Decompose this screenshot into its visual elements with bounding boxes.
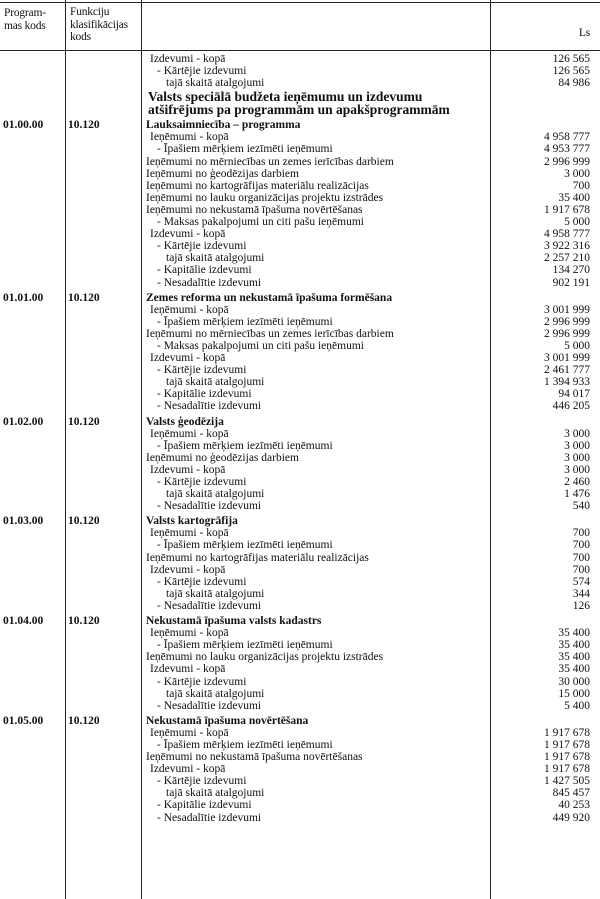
row-label: Ieņēmumi no nekustamā īpašuma novērtēšanas — [146, 751, 363, 764]
row-value: 84 986 — [558, 77, 590, 90]
program-code: 01.05.00 — [3, 714, 44, 727]
row-label: - Kārtējie izdevumi — [157, 65, 247, 78]
header-rule — [0, 50, 600, 51]
table-row — [0, 364, 600, 376]
row-label: - Maksas pakalpojumi un citi pašu ieņēmumi — [157, 216, 364, 229]
row-value: 40 253 — [558, 799, 590, 812]
row-value: 15 000 — [558, 687, 590, 700]
budget-table-body — [0, 53, 600, 824]
row-label: - Nesadalītie izdevumi — [157, 811, 262, 824]
row-label: Ieņēmumi no mērniecības un zemes ierīcības darbiem — [146, 155, 394, 168]
row-value: 2 257 210 — [544, 252, 590, 265]
table-row — [0, 564, 600, 576]
table-row — [0, 476, 600, 488]
program-code: 01.01.00 — [3, 291, 44, 304]
row-value: 700 — [572, 563, 590, 576]
table-row — [0, 787, 600, 799]
table-row — [0, 651, 600, 663]
table-row — [0, 500, 600, 512]
program-title: Nekustamā īpašuma novērtēšana — [146, 714, 309, 727]
row-label: - Kapitālie izdevumi — [157, 264, 252, 277]
row-value: 1 917 678 — [544, 763, 590, 776]
row-value: 700 — [572, 527, 590, 540]
program-row — [0, 515, 600, 527]
row-value: 2 460 — [564, 476, 590, 488]
row-value: 35 400 — [558, 639, 590, 652]
row-label: tajā skaitā atalgojumi — [166, 376, 265, 389]
row-value: 446 205 — [552, 400, 590, 413]
row-value: 3 922 316 — [544, 240, 590, 253]
row-value: 1 476 — [564, 488, 590, 501]
row-label: - Īpašiem mērķiem iezīmēti ieņēmumi — [157, 639, 333, 652]
row-value: 1 917 678 — [544, 726, 590, 739]
table-row — [0, 388, 600, 400]
row-label: Izdevumi - kopā — [150, 228, 226, 241]
row-value: 35 400 — [558, 651, 590, 664]
program-code: 01.03.00 — [3, 515, 44, 528]
row-value: 700 — [572, 539, 590, 552]
top-rule — [0, 2, 600, 3]
row-label: - Īpašiem mērķiem iezīmēti ieņēmumi — [157, 539, 333, 552]
table-row — [0, 264, 600, 276]
table-row — [0, 277, 600, 289]
program-title: Lauksaimniecība – programma — [146, 119, 301, 132]
table-row — [0, 192, 600, 204]
table-row — [0, 763, 600, 775]
row-label: - Kapitālie izdevumi — [157, 388, 252, 401]
function-code: 10.120 — [68, 615, 100, 628]
row-label: tajā skaitā atalgojumi — [166, 77, 265, 90]
function-code: 10.120 — [68, 291, 100, 304]
table-row — [0, 428, 600, 440]
table-row — [0, 775, 600, 787]
table-row — [0, 77, 600, 89]
row-value: 35 400 — [558, 627, 590, 640]
row-label: Ieņēmumi - kopā — [150, 726, 229, 739]
row-label: - Nesadalītie izdevumi — [157, 400, 262, 413]
row-label: tajā skaitā atalgojumi — [166, 252, 265, 265]
row-value: 5 000 — [564, 216, 590, 229]
row-label: Ieņēmumi no mērniecības un zemes ierīcības darbiem — [146, 327, 394, 340]
row-value: 3 000 — [564, 451, 590, 464]
row-value: 1 917 678 — [544, 751, 590, 764]
row-label: - Maksas pakalpojumi un citi pašu ieņēmumi — [157, 339, 364, 352]
row-value: 126 — [572, 599, 590, 612]
row-value: 449 920 — [552, 811, 590, 824]
row-value: 126 565 — [552, 53, 590, 65]
row-label: Ieņēmumi - kopā — [150, 427, 229, 440]
row-value: 35 400 — [558, 191, 590, 204]
program-row — [0, 119, 600, 131]
program-row — [0, 615, 600, 627]
row-value: 1 917 678 — [544, 203, 590, 216]
table-row — [0, 228, 600, 240]
row-value: 3 000 — [564, 167, 590, 180]
row-label: - Īpašiem mērķiem iezīmēti ieņēmumi — [157, 439, 333, 452]
row-value: 1 394 933 — [544, 376, 590, 389]
program-title: Valsts kartogrāfija — [146, 515, 238, 528]
function-code: 10.120 — [68, 415, 100, 428]
row-value: 5 000 — [564, 339, 590, 352]
table-row — [0, 488, 600, 500]
program-code: 01.00.00 — [3, 119, 44, 132]
row-label: tajā skaitā atalgojumi — [166, 488, 265, 501]
row-value: 700 — [572, 551, 590, 564]
table-row — [0, 676, 600, 688]
table-row — [0, 143, 600, 155]
table-row — [0, 328, 600, 340]
row-label: - Kārtējie izdevumi — [157, 575, 247, 588]
row-value: 1 427 505 — [544, 775, 590, 788]
table-row — [0, 316, 600, 328]
table-row — [0, 252, 600, 264]
table-row — [0, 700, 600, 712]
row-label: - Īpašiem mērķiem iezīmēti ieņēmumi — [157, 315, 333, 328]
table-row — [0, 663, 600, 675]
table-row — [0, 688, 600, 700]
row-value: 4 953 777 — [544, 143, 590, 156]
row-label: - Kārtējie izdevumi — [157, 240, 247, 253]
table-row — [0, 588, 600, 600]
table-row — [0, 168, 600, 180]
function-code-header: Funkciju klasifikācijas kods — [70, 6, 128, 43]
row-value: 94 017 — [558, 388, 590, 401]
table-row — [0, 799, 600, 811]
row-value: 3 000 — [564, 427, 590, 440]
row-value: 2 996 999 — [544, 327, 590, 340]
row-label: Izdevumi - kopā — [150, 663, 226, 676]
row-label: Ieņēmumi - kopā — [150, 303, 229, 316]
function-code: 10.120 — [68, 714, 100, 727]
row-label: - Kārtējie izdevumi — [157, 364, 247, 377]
row-label: Ieņēmumi - kopā — [150, 527, 229, 540]
table-row — [0, 131, 600, 143]
row-label: Izdevumi - kopā — [150, 563, 226, 576]
row-value: 540 — [572, 500, 590, 513]
row-value: 35 400 — [558, 663, 590, 676]
program-title: Nekustamā īpašuma valsts kadastrs — [146, 615, 322, 628]
row-label: - Kapitālie izdevumi — [157, 799, 252, 812]
table-row — [0, 376, 600, 388]
table-row — [0, 600, 600, 612]
program-row — [0, 416, 600, 428]
row-value: 2 461 777 — [544, 364, 590, 377]
row-label: tajā skaitā atalgojumi — [166, 687, 265, 700]
table-row — [0, 304, 600, 316]
table-row — [0, 527, 600, 539]
row-value: 126 565 — [552, 65, 590, 78]
row-label: Ieņēmumi no lauku organizācijas projektu izstrādes — [146, 651, 384, 664]
row-label: Izdevumi - kopā — [150, 53, 226, 65]
program-row — [0, 292, 600, 304]
row-label: Ieņēmumi no ģeodēzijas darbiem — [146, 167, 299, 180]
table-row — [0, 627, 600, 639]
row-value: 3 000 — [564, 463, 590, 476]
table-row — [0, 53, 600, 65]
row-value: 4 958 777 — [544, 228, 590, 241]
row-value: 4 958 777 — [544, 131, 590, 144]
row-value: 5 400 — [564, 699, 590, 712]
row-label: Ieņēmumi - kopā — [150, 627, 229, 640]
row-value: 1 917 678 — [544, 738, 590, 751]
row-label: - Īpašiem mērķiem iezīmēti ieņēmumi — [157, 143, 333, 156]
table-row — [0, 552, 600, 564]
row-label: tajā skaitā atalgojumi — [166, 787, 265, 800]
row-label: Ieņēmumi no nekustamā īpašuma novērtēšanas — [146, 203, 363, 216]
table-row — [0, 400, 600, 412]
table-row — [0, 340, 600, 352]
program-title: Valsts ģeodēzija — [146, 415, 224, 428]
table-row — [0, 352, 600, 364]
row-label: - Nesadalītie izdevumi — [157, 500, 262, 513]
table-row — [0, 539, 600, 551]
table-row — [0, 204, 600, 216]
row-value: 30 000 — [558, 675, 590, 688]
row-label: - Īpašiem mērķiem iezīmēti ieņēmumi — [157, 738, 333, 751]
row-label: - Nesadalītie izdevumi — [157, 599, 262, 612]
row-label: Izdevumi - kopā — [150, 463, 226, 476]
program-title: Zemes reforma un nekustamā īpašuma formēšana — [146, 291, 393, 304]
program-code: 01.04.00 — [3, 615, 44, 628]
row-label: Izdevumi - kopā — [150, 763, 226, 776]
row-value: 2 996 999 — [544, 315, 590, 328]
row-value: 134 270 — [552, 264, 590, 277]
row-label: - Nesadalītie izdevumi — [157, 276, 262, 289]
table-row — [0, 576, 600, 588]
table-row — [0, 65, 600, 77]
table-row — [0, 727, 600, 739]
table-row — [0, 180, 600, 192]
row-value: 574 — [572, 575, 590, 588]
row-label: Ieņēmumi no ģeodēzijas darbiem — [146, 451, 299, 464]
row-value: 3 001 999 — [544, 352, 590, 365]
table-row — [0, 464, 600, 476]
table-row — [0, 452, 600, 464]
row-label: tajā skaitā atalgojumi — [166, 587, 265, 600]
section-heading: Valsts speciālā budžeta ieņēmumu un izdevumu atšifrējums pa programmām un apakšprogrammām — [148, 89, 450, 118]
row-label: - Nesadalītie izdevumi — [157, 699, 262, 712]
table-row — [0, 751, 600, 763]
row-label: Ieņēmumi no kartogrāfijas materiālu realizācijas — [146, 551, 369, 564]
row-label: Ieņēmumi no lauku organizācijas projektu izstrādes — [146, 191, 384, 204]
table-row — [0, 440, 600, 452]
row-label: Izdevumi - kopā — [150, 352, 226, 365]
row-value: 902 191 — [552, 276, 590, 289]
program-row — [0, 715, 600, 727]
table-row — [0, 240, 600, 252]
row-value: 2 996 999 — [544, 155, 590, 168]
table-row — [0, 639, 600, 651]
row-value: 3 000 — [564, 439, 590, 452]
currency-header: Ls — [578, 27, 590, 39]
table-row — [0, 156, 600, 168]
row-value: 700 — [572, 179, 590, 192]
row-label: Ieņēmumi - kopā — [150, 131, 229, 144]
table-row — [0, 739, 600, 751]
program-code-header: Program- mas kods — [4, 7, 46, 32]
row-label: - Kārtējie izdevumi — [157, 775, 247, 788]
function-code: 10.120 — [68, 515, 100, 528]
row-value: 845 457 — [552, 787, 590, 800]
table-row — [0, 216, 600, 228]
row-value: 344 — [572, 587, 590, 600]
row-value: 3 001 999 — [544, 303, 590, 316]
row-label: Ieņēmumi no kartogrāfijas materiālu realizācijas — [146, 179, 369, 192]
row-label: - Kārtējie izdevumi — [157, 675, 247, 688]
row-label: - Kārtējie izdevumi — [157, 476, 247, 488]
function-code: 10.120 — [68, 119, 100, 132]
table-row — [0, 812, 600, 824]
program-code: 01.02.00 — [3, 415, 44, 428]
